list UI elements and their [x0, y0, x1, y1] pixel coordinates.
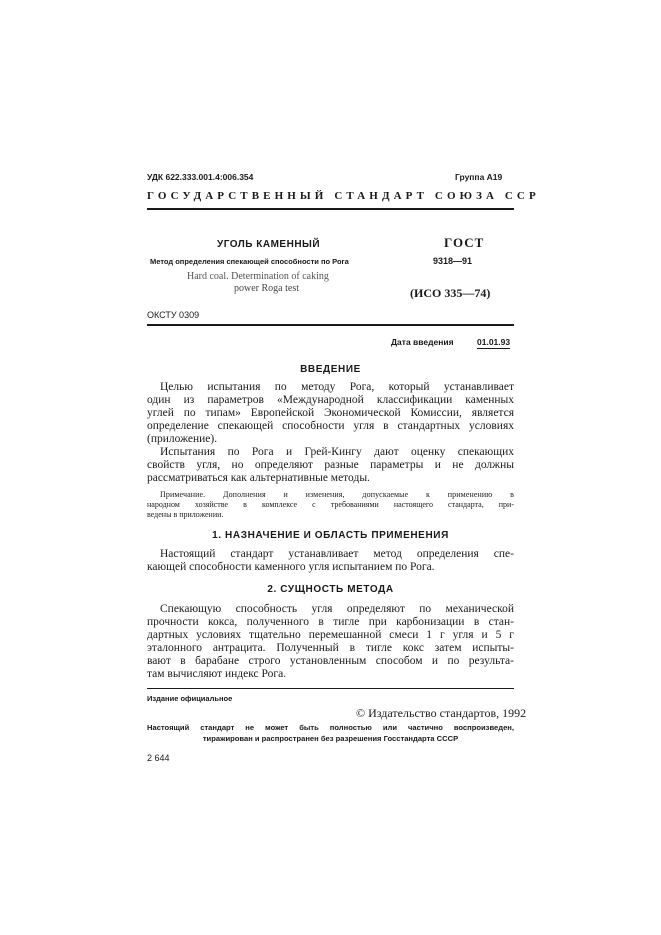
- intro-para2-line: рассматриваться как альтернативные методы.: [147, 472, 370, 484]
- document-title: УГОЛЬ КАМЕННЫЙ: [217, 239, 321, 250]
- section1-heading: 1. НАЗНАЧЕНИЕ И ОБЛАСТЬ ПРИМЕНЕНИЯ: [212, 530, 449, 541]
- intro-note-line: Примечание. Дополнения и изменения, допускаемые к применению в: [160, 490, 514, 499]
- gost-label: ГОСТ: [444, 235, 485, 250]
- copyright-line: © Издательство стандартов, 1992: [356, 706, 527, 720]
- effective-date-value: 01.01.93: [477, 337, 511, 347]
- okstu-code: ОКСТУ 0309: [147, 310, 200, 320]
- notice-line1: Настоящий стандарт не может быть полностью или частично воспроизведен,: [147, 723, 514, 732]
- udk-code: УДК 622.333.001.4:006.354: [147, 172, 254, 182]
- intro-para1-line: углей по типам» Европейской Экономической Комиссии, является: [147, 407, 514, 419]
- section1-line: Настоящий стандарт устанавливает метод определения спе-: [160, 548, 514, 560]
- section2-line: дартных условиях тщательно перемешанной смеси 1 г угля и 5 г: [147, 629, 514, 641]
- standard-type-heading: ГОСУДАРСТВЕННЫЙ СТАНДАРТ СОЮЗА ССР: [147, 190, 540, 202]
- header-divider: [147, 208, 514, 210]
- intro-para1-line: определение спекающей способности угля в стандартных условиях: [147, 420, 514, 432]
- notice-line2: тиражирован и распространен без разрешения Госстандарта СССР: [202, 734, 459, 743]
- section2-line: прочности кокса, полученного в тигле при карбонизации в стан-: [147, 616, 514, 628]
- english-title-line1: Hard coal. Determination of caking: [187, 271, 329, 282]
- gost-number: 9318—91: [433, 256, 473, 266]
- title-divider: [147, 324, 514, 326]
- edition-label: Издание официальное: [147, 694, 233, 703]
- intro-para1-line: Целью испытания по методу Рога, который устанавливает: [160, 381, 514, 393]
- page-code: 2 644: [147, 753, 170, 763]
- intro-note-line: народном хозяйстве в комплексе с требованиями настоящего стандарта, при-: [147, 500, 514, 509]
- section1-line: кающей способности каменного угля испытанием по Рога.: [147, 561, 435, 573]
- footer-divider: [147, 688, 514, 689]
- intro-para2-line: Испытания по Рога и Грей-Кингу дают оценку спекающих: [160, 446, 514, 458]
- english-title-line2: power Roga test: [234, 283, 299, 294]
- intro-note-line: ведены в приложении.: [147, 510, 224, 519]
- iso-number: (ИСО 335—74): [410, 286, 491, 300]
- effective-date-label: Дата введения: [391, 337, 454, 347]
- group-code: Группа А19: [455, 172, 503, 182]
- intro-para1-line: (приложение).: [147, 433, 218, 445]
- intro-para1-line: один из параметров «Международной классификации каменных: [147, 394, 514, 406]
- intro-para2-line: свойств угля, но определяют разные параметры и не должны: [147, 459, 514, 471]
- document-subtitle: Метод определения спекающей способности по Рога: [150, 257, 349, 266]
- intro-heading: ВВЕДЕНИЕ: [300, 364, 361, 375]
- section2-line: Спекающую способность угля определяют по механической: [160, 603, 514, 615]
- section2-line: вают в барабане строго установленным способом и по результа-: [147, 655, 514, 667]
- section2-heading: 2. СУЩНОСТЬ МЕТОДА: [267, 584, 394, 595]
- section2-line: эталонного антрацита. Полученный в тигле кокс затем испыты-: [147, 642, 514, 654]
- section2-line: там вычисляют индекс Рога.: [147, 668, 287, 680]
